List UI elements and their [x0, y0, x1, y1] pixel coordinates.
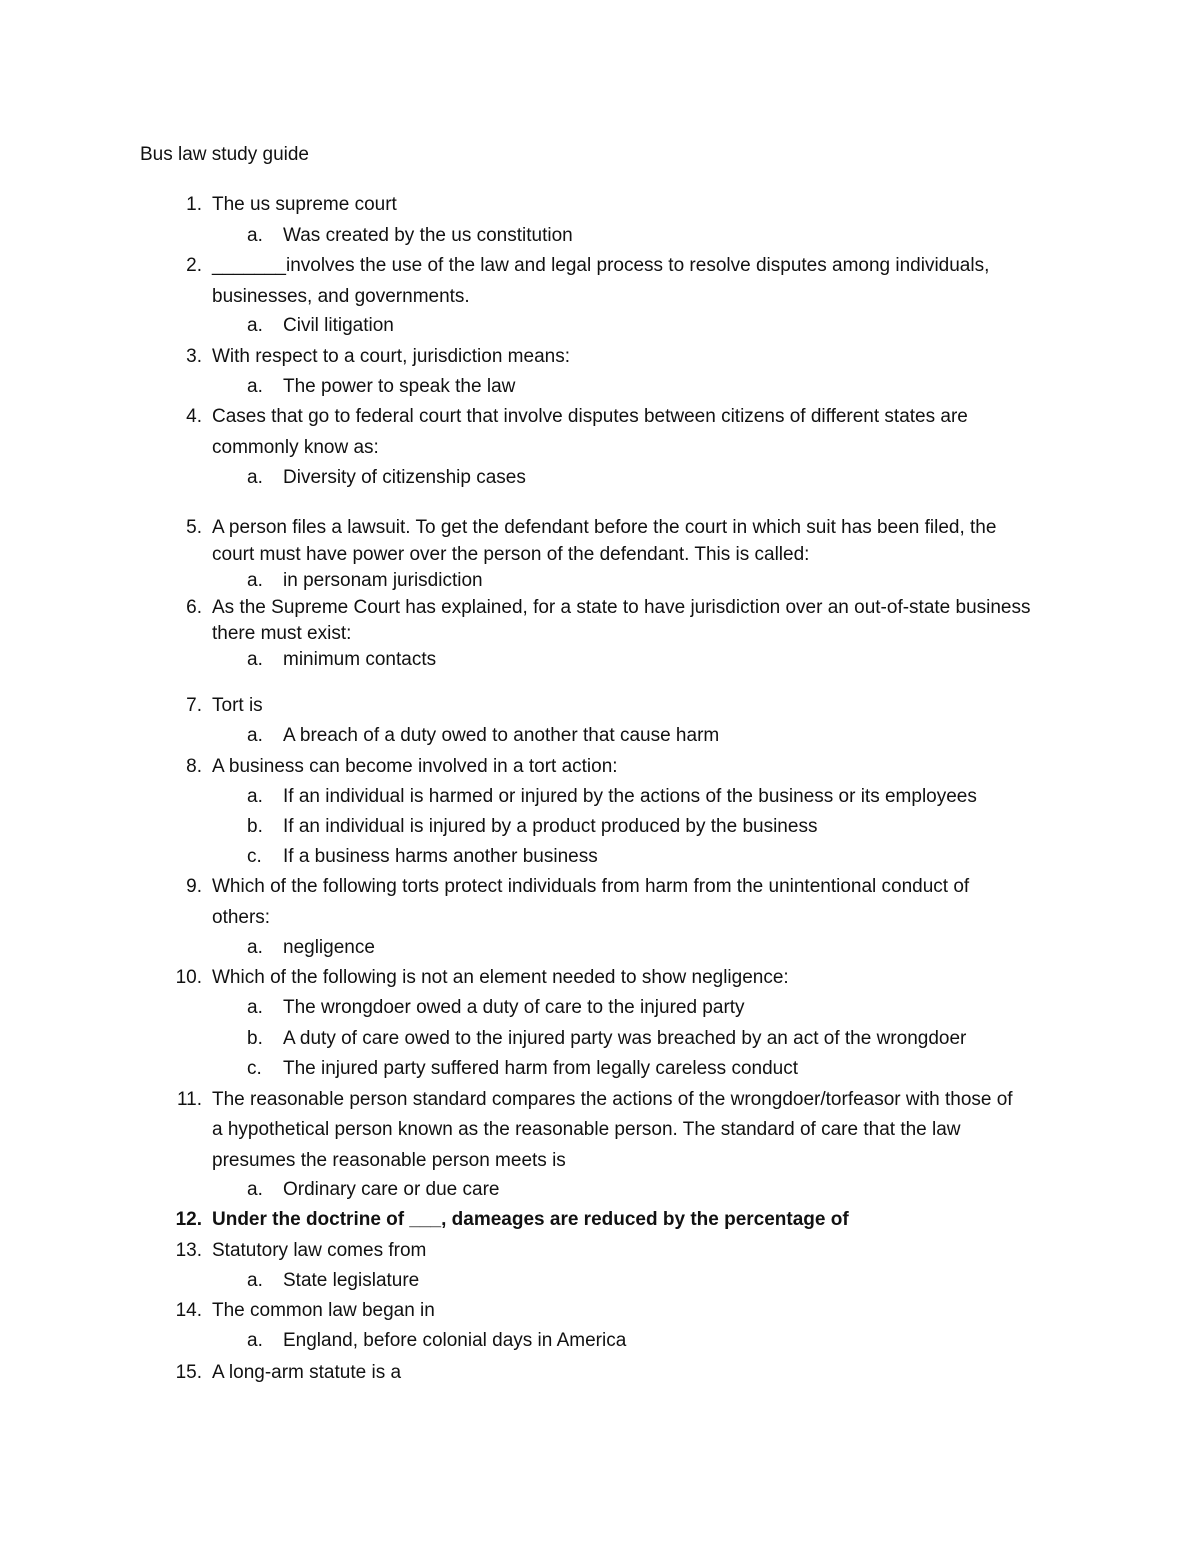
question-number: 8. [186, 756, 202, 777]
question-text: A business can become involved in a tort action: [212, 756, 618, 777]
answer-text: Was created by the us constitution [283, 225, 573, 246]
answer-letter: a. [247, 1270, 263, 1291]
document-title: Bus law study guide [140, 144, 309, 165]
question-text: Statutory law comes from [212, 1240, 427, 1261]
answer-letter: a. [247, 649, 263, 670]
question-text: there must exist: [212, 623, 352, 644]
question-number: 15. [175, 1362, 202, 1383]
question-text: Cases that go to federal court that involve disputes between citizens of different states are [212, 406, 968, 427]
answer-text: The injured party suffered harm from legally careless conduct [283, 1058, 799, 1079]
answer-letter: c. [247, 1058, 262, 1079]
question-text: commonly know as: [212, 437, 379, 458]
answer-text: If an individual is injured by a product produced by the business [283, 816, 818, 837]
answer-text: England, before colonial days in America [283, 1330, 627, 1351]
question-text: The common law began in [212, 1300, 435, 1321]
answer-letter: a. [247, 997, 263, 1018]
question-number: 7. [186, 695, 202, 716]
answer-letter: a. [247, 725, 263, 746]
answer-letter: b. [247, 816, 263, 837]
question-text: As the Supreme Court has explained, for a state to have jurisdiction over an out-of-state business [212, 597, 1031, 618]
answer-letter: a. [247, 467, 263, 488]
question-text: The us supreme court [212, 194, 397, 215]
answer-letter: a. [247, 376, 263, 397]
answer-text: A breach of a duty owed to another that cause harm [283, 725, 720, 746]
question-text: Under the doctrine of ___, dameages are reduced by the percentage of [212, 1209, 849, 1230]
answer-letter: a. [247, 570, 263, 591]
question-number: 2. [186, 255, 202, 276]
answer-text: in personam jurisdiction [283, 570, 483, 591]
question-text: a hypothetical person known as the reasonable person. The standard of care that the law [212, 1119, 961, 1140]
question-text: presumes the reasonable person meets is [212, 1150, 566, 1171]
answer-text: Civil litigation [283, 315, 394, 336]
question-number: 11. [176, 1089, 202, 1110]
question-number: 10. [175, 967, 202, 988]
answer-letter: a. [247, 225, 263, 246]
question-text: Which of the following torts protect individuals from harm from the unintentional conduct of [212, 876, 970, 897]
answer-text: Ordinary care or due care [283, 1179, 500, 1200]
question-text: Which of the following is not an element needed to show negligence: [212, 967, 789, 988]
answer-letter: a. [247, 1179, 263, 1200]
question-number: 4. [186, 406, 202, 427]
question-text: court must have power over the person of the defendant. This is called: [212, 544, 810, 565]
answer-text: State legislature [283, 1270, 420, 1291]
question-text: others: [212, 907, 271, 928]
question-number: 3. [186, 346, 202, 367]
question-text: _______involves the use of the law and legal process to resolve disputes among individuals, [212, 255, 990, 276]
answer-text: The wrongdoer owed a duty of care to the injured party [283, 997, 745, 1018]
question-number: 12. [175, 1209, 202, 1230]
question-text: The reasonable person standard compares the actions of the wrongdoer/torfeasor with those of [212, 1089, 1013, 1110]
question-number: 6. [186, 597, 202, 618]
question-text: businesses, and governments. [212, 286, 470, 307]
answer-text: minimum contacts [283, 649, 437, 670]
answer-letter: c. [247, 846, 262, 867]
question-text: With respect to a court, jurisdiction means: [212, 346, 570, 367]
answer-letter: b. [247, 1028, 263, 1049]
question-number: 5. [186, 517, 202, 538]
question-number: 9. [186, 876, 202, 897]
question-number: 1. [186, 194, 202, 215]
question-text: A person files a lawsuit. To get the defendant before the court in which suit has been filed, the [212, 517, 997, 538]
question-text: Tort is [212, 695, 263, 716]
answer-text: Diversity of citizenship cases [283, 467, 526, 488]
question-number: 14. [175, 1300, 202, 1321]
answer-text: If an individual is harmed or injured by the actions of the business or its employees [283, 786, 977, 807]
answer-letter: a. [247, 315, 263, 336]
answer-text: If a business harms another business [283, 846, 598, 867]
answer-letter: a. [247, 786, 263, 807]
answer-letter: a. [247, 1330, 263, 1351]
answer-letter: a. [247, 937, 263, 958]
answer-text: negligence [283, 937, 375, 958]
question-text: A long-arm statute is a [212, 1362, 402, 1383]
question-number: 13. [175, 1240, 202, 1261]
answer-text: The power to speak the law [283, 376, 516, 397]
answer-text: A duty of care owed to the injured party was breached by an act of the wrongdoer [283, 1028, 967, 1049]
